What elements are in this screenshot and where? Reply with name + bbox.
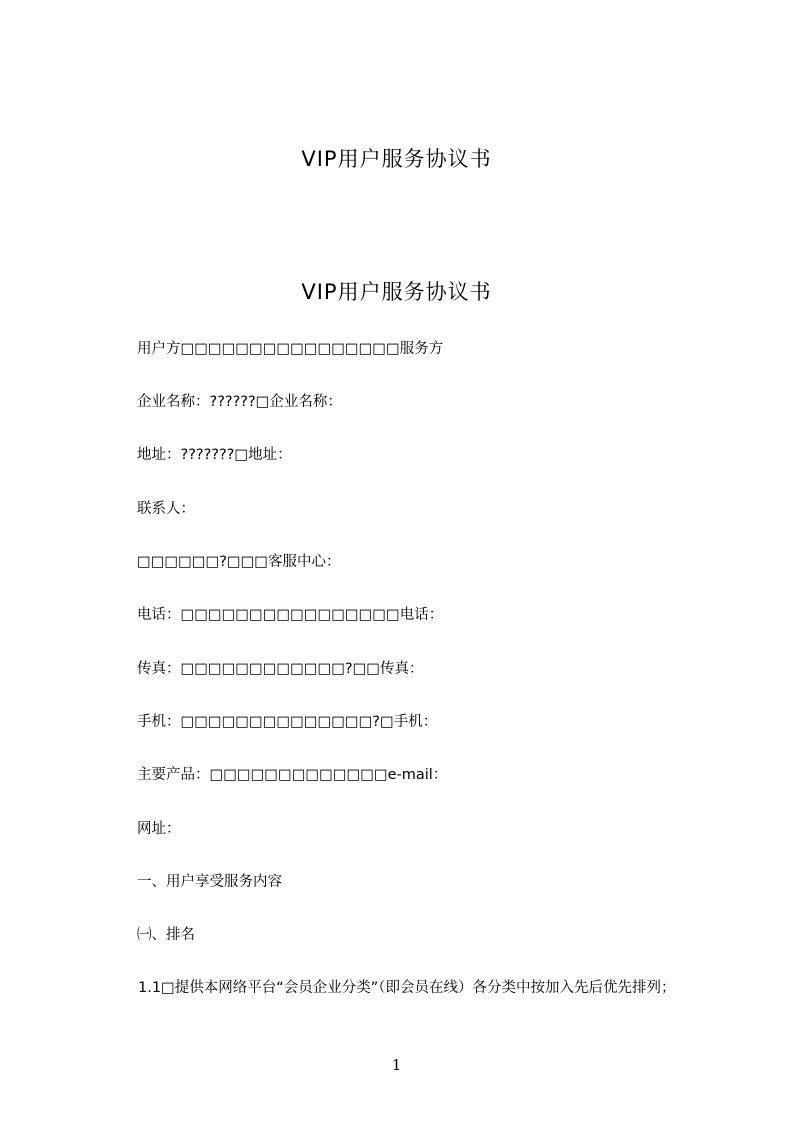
party-header-line: 用户方□□□□□□□□□□□□□□□□服务方 <box>137 341 444 357</box>
company-name-line: 企业名称：??????□企业名称： <box>137 394 342 410</box>
website-line: 网址： <box>137 821 181 837</box>
address-line: 地址：???????□地址： <box>137 447 292 463</box>
document-title: VIP用户服务协议书 <box>301 280 492 304</box>
page-number: 1 <box>391 1056 402 1074</box>
mobile-line: 手机：□□□□□□□□□□□□□□?□手机： <box>137 714 438 730</box>
section-heading: 一、用户享受服务内容 <box>137 874 282 890</box>
fax-line: 传真：□□□□□□□□□□□□?□□传真： <box>137 661 424 677</box>
phone-line: 电话：□□□□□□□□□□□□□□□□电话： <box>137 607 444 623</box>
subsection-heading: ㈠、排名 <box>137 927 195 943</box>
products-email-line: 主要产品：□□□□□□□□□□□□□e-mail： <box>137 767 448 783</box>
clause-paragraph: 1.1□提供本网络平台“会员企业分类”（即会员在线）各分类中按加入先后优先排列； <box>138 980 676 996</box>
cover-title: VIP用户服务协议书 <box>301 147 492 171</box>
service-center-line: □□□□□□?□□□客服中心： <box>137 554 341 570</box>
contact-line: 联系人： <box>137 501 195 517</box>
